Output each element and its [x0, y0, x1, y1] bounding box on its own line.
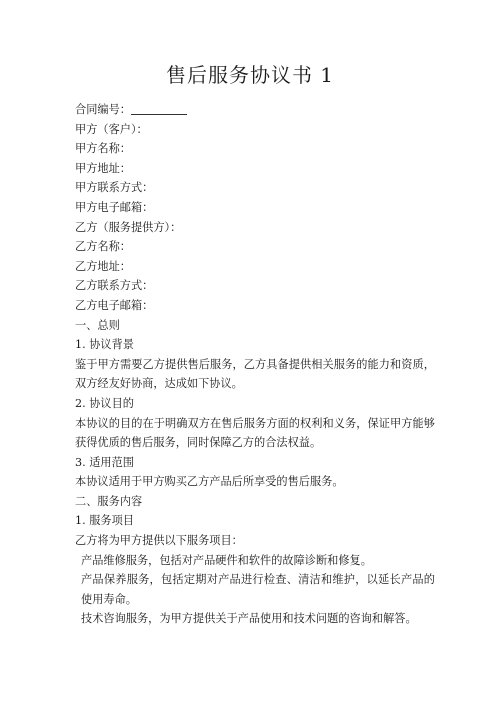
service-item-repair: 产品维修服务，包括对产品硬件和软件的故障诊断和修复。 [81, 553, 372, 567]
party-b-address: 乙方地址： [75, 259, 131, 273]
party-b-contact: 乙方联系方式： [75, 279, 154, 293]
section1-1-title: 1. 协议背景 [75, 338, 134, 352]
section2-intro: 乙方将为甲方提供以下服务项目： [75, 534, 243, 548]
document-title: 售后服务协议书 1 [165, 63, 335, 87]
party-a-contact: 甲方联系方式： [75, 181, 154, 195]
party-b-email: 乙方电子邮箱： [75, 298, 154, 312]
contract-number-line [75, 100, 435, 120]
party-b-header: 乙方（服务提供方）： [75, 220, 182, 234]
service-item-maintenance: 产品保养服务，包括定期对产品进行检查、清洁和维护，以延长产品的使用寿命。 [81, 573, 435, 606]
party-a-name: 甲方名称： [75, 142, 131, 156]
section1-heading: 一、总则 [75, 318, 120, 332]
party-b-name: 乙方名称： [75, 240, 131, 254]
service-item-consulting: 技术咨询服务，为甲方提供关于产品使用和技术问题的咨询和解答。 [81, 612, 417, 626]
document-body [75, 100, 435, 629]
section1-3-title: 3. 适用范围 [75, 455, 134, 469]
section1-3-text: 本协议适用于甲方购买乙方产品后所享受的售后服务。 [75, 475, 344, 489]
section1-2-text: 本协议的目的在于明确双方在售后服务方面的权利和义务，保证甲方能够获得优质的售后服务，同时保障乙方的合法权益。 [75, 416, 435, 450]
party-a-address: 甲方地址： [75, 161, 131, 175]
contract-number-blank [131, 102, 187, 115]
contract-number-label: 合同编号： [75, 103, 131, 116]
section2-1-title: 1. 服务项目 [75, 514, 134, 528]
section1-2-title: 2. 协议目的 [75, 396, 134, 410]
section1-1-text: 鉴于甲方需要乙方提供售后服务，乙方具备提供相关服务的能力和资质，双方经友好协商，达成如下协议。 [75, 357, 435, 391]
section2-heading: 二、服务内容 [75, 494, 143, 508]
party-a-email: 甲方电子邮箱： [75, 200, 154, 214]
party-a-header: 甲方（客户）： [75, 122, 148, 136]
